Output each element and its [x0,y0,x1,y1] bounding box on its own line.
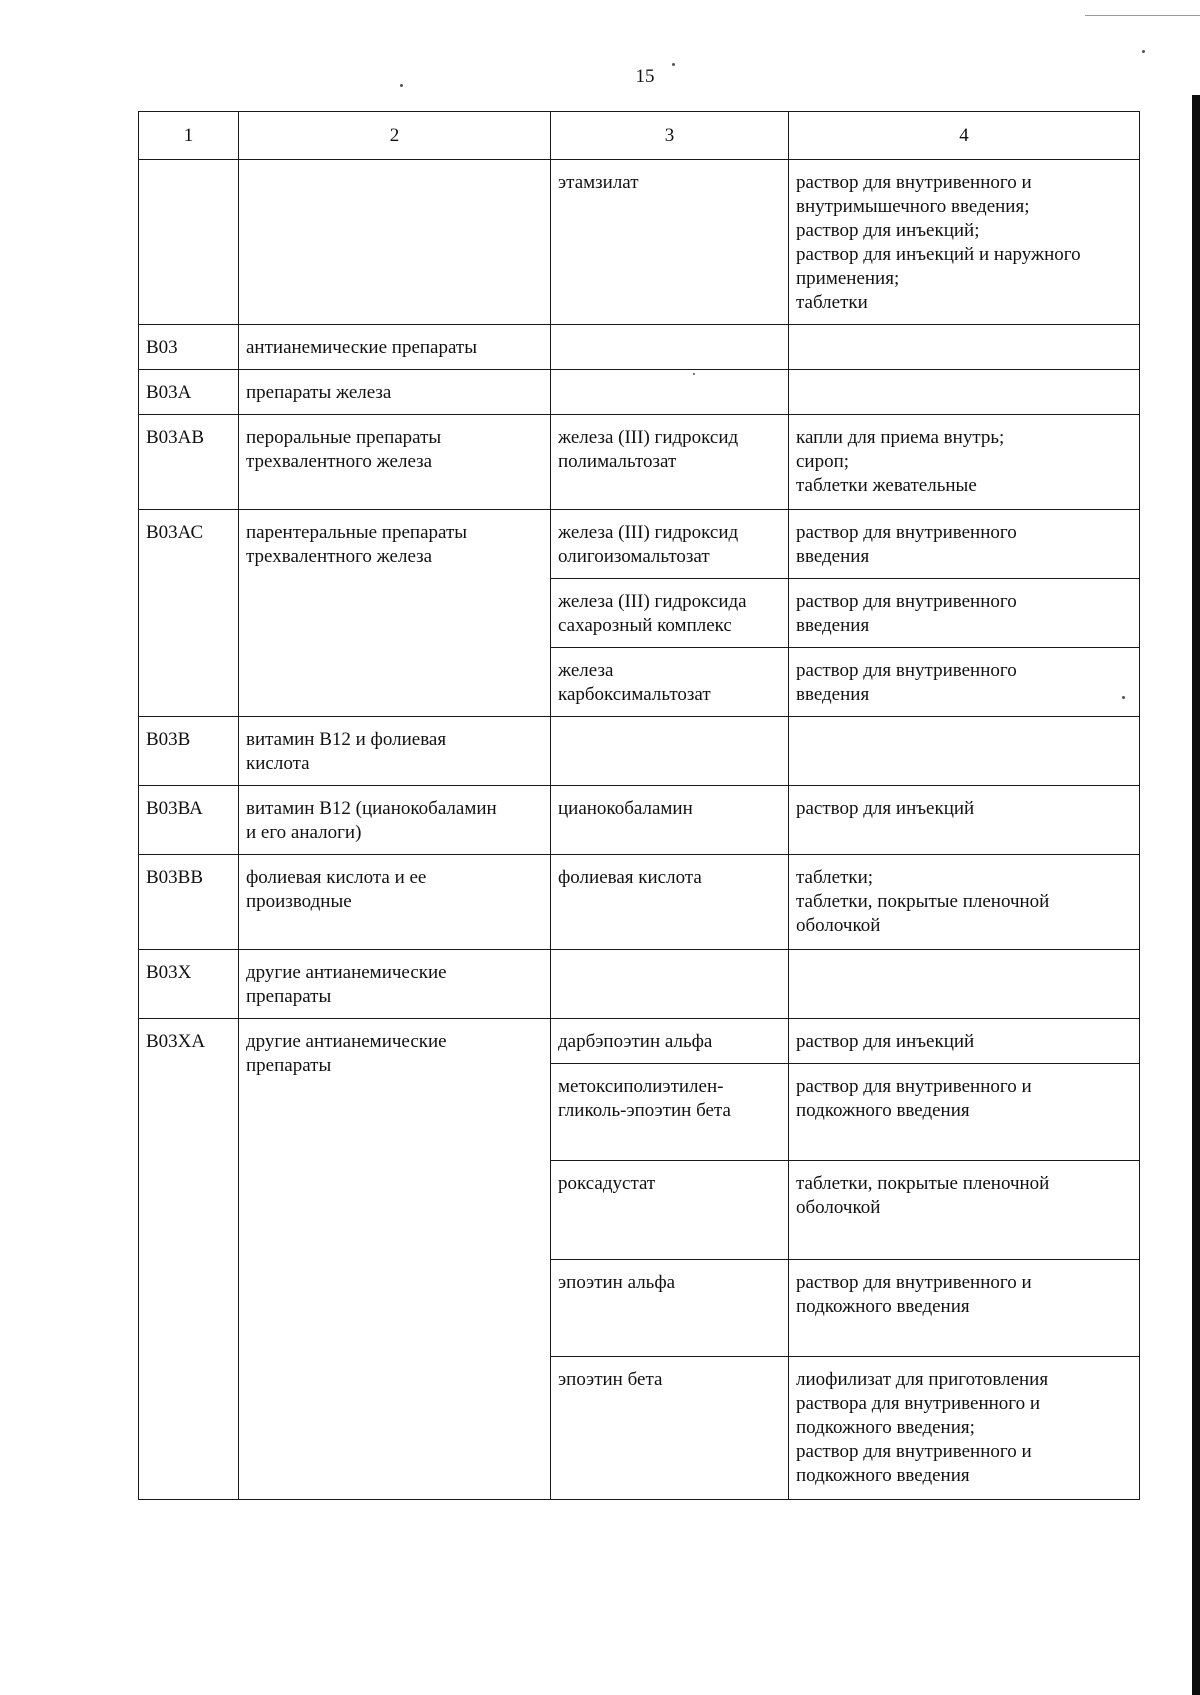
header-col-2: 2 [239,112,551,160]
dosage-form-cell [789,717,1140,786]
atc-code-cell: В03ВВ [139,855,239,950]
group-name-cell: витамин В12 и фолиевая кислота [239,717,551,786]
substance-cell: железа (III) гидроксид олигоизомальтозат [551,510,789,579]
dosage-form-cell: капли для приема внутрь; сироп; таблетки жевательные [789,415,1140,510]
group-name-cell: другие антианемические препараты [239,950,551,1019]
table-row [139,855,1140,950]
atc-code-cell: В03Х [139,950,239,1019]
page-number: 15 [635,66,655,87]
substance-cell: метоксиполиэтилен- гликоль-эпоэтин бета [551,1064,789,1161]
atc-code-cell: В03АС [139,510,239,717]
atc-code-cell: В03ВА [139,786,239,855]
dosage-form-cell: раствор для внутривенного и подкожного введения [789,1064,1140,1161]
table-row [139,1019,1140,1064]
dosage-form-cell [789,325,1140,370]
scan-speck [1142,50,1145,53]
substance-cell: железа (III) гидроксида сахарозный комплекс [551,579,789,648]
header-col-1: 1 [139,112,239,160]
scan-artifact-line [1085,15,1200,16]
substance-cell [551,950,789,1019]
dosage-form-cell: раствор для инъекций [789,786,1140,855]
substance-cell: железа карбоксимальтозат [551,648,789,717]
substance-cell [551,370,789,415]
dosage-form-cell [789,950,1140,1019]
dosage-form-cell: раствор для внутривенного введения [789,648,1140,717]
substance-cell: фолиевая кислота [551,855,789,950]
group-name-cell: препараты железа [239,370,551,415]
table-row [139,370,1140,415]
substance-cell: цианокобаламин [551,786,789,855]
substance-cell [551,717,789,786]
dosage-form-cell: лиофилизат для приготовления раствора для внутривенного и подкожного введения; раствор для внутривенного и подкожного введения [789,1357,1140,1500]
group-name-cell: фолиевая кислота и ее производные [239,855,551,950]
dosage-form-cell: раствор для внутривенного и подкожного введения [789,1260,1140,1357]
dosage-form-cell: раствор для инъекций [789,1019,1140,1064]
atc-code-cell: В03 [139,325,239,370]
dosage-form-cell: раствор для внутривенного введения [789,510,1140,579]
substance-cell: эпоэтин альфа [551,1260,789,1357]
substance-cell: дарбэпоэтин альфа [551,1019,789,1064]
atc-code-cell: В03А [139,370,239,415]
dosage-form-cell [789,370,1140,415]
atc-code-cell: В03В [139,717,239,786]
group-name-cell: витамин В12 (цианокобаламин и его аналоги) [239,786,551,855]
drug-table [138,111,1140,1500]
atc-code-cell: В03ХА [139,1019,239,1500]
substance-cell: железа (III) гидроксид полимальтозат [551,415,789,510]
dosage-form-cell: раствор для внутривенного введения [789,579,1140,648]
table-row [139,415,1140,510]
substance-cell: роксадустат [551,1161,789,1260]
table-row [139,786,1140,855]
table-row [139,950,1140,1019]
table-row [139,717,1140,786]
group-name-cell: другие антианемические препараты [239,1019,551,1500]
header-col-3: 3 [551,112,789,160]
table-row [139,160,1140,325]
group-name-cell: антианемические препараты [239,325,551,370]
table-row [139,325,1140,370]
substance-cell [551,325,789,370]
group-name-cell [239,160,551,325]
scan-artifact-edge [1192,95,1200,1695]
header-col-4: 4 [789,112,1140,160]
dosage-form-cell: таблетки; таблетки, покрытые пленочной оболочкой [789,855,1140,950]
group-name-cell: пероральные препараты трехвалентного железа [239,415,551,510]
substance-cell: эпоэтин бета [551,1357,789,1500]
atc-code-cell [139,160,239,325]
table-header-row [139,112,1140,160]
substance-cell: этамзилат [551,160,789,325]
table-row [139,510,1140,579]
dosage-form-cell: раствор для внутривенного и внутримышечного введения; раствор для инъекций; раствор для инъекций и наружного применения; таблетки [789,160,1140,325]
group-name-cell: парентеральные препараты трехвалентного железа [239,510,551,717]
atc-code-cell: В03АВ [139,415,239,510]
dosage-form-cell: таблетки, покрытые пленочной оболочкой [789,1161,1140,1260]
